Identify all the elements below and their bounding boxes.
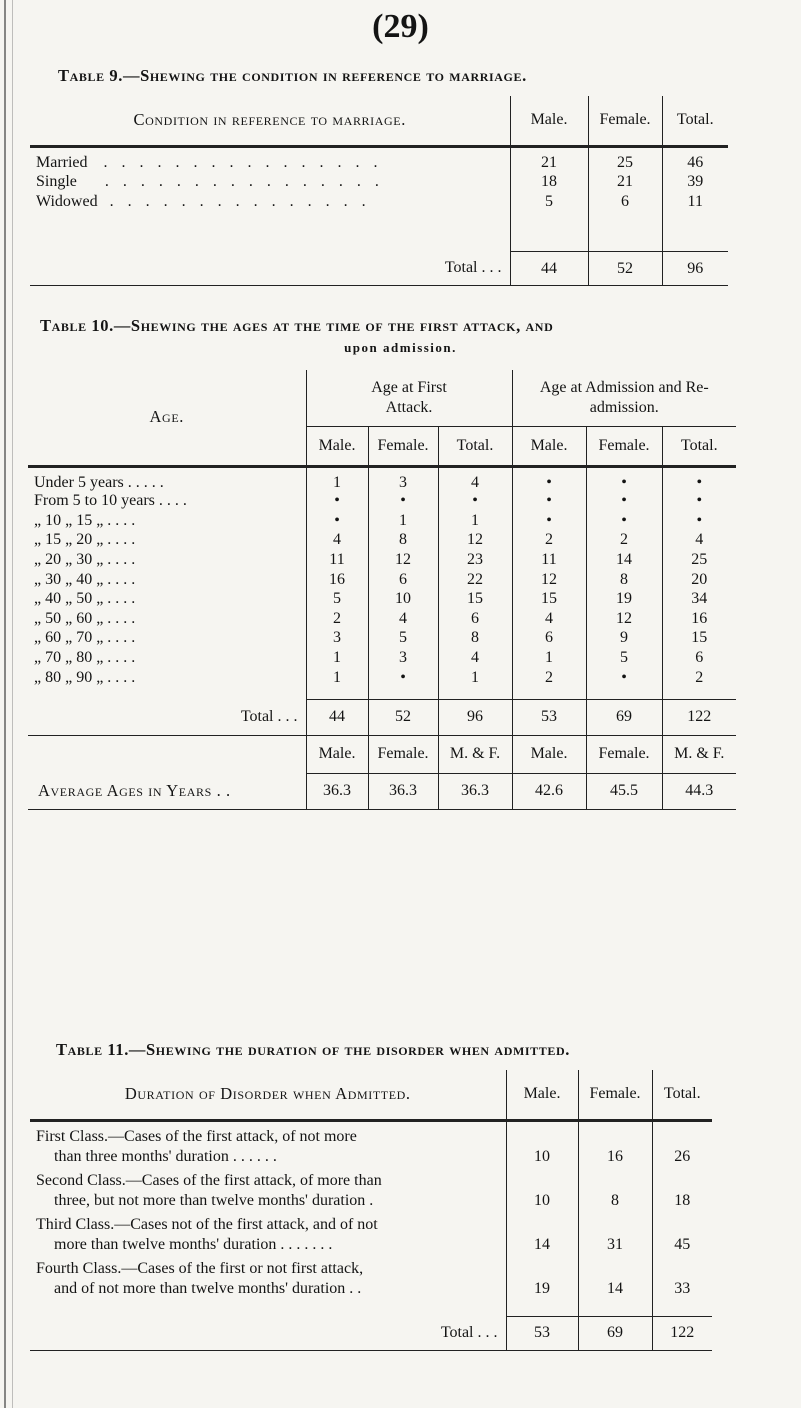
cell-value: •: [586, 492, 662, 512]
cell-value: 4: [368, 609, 438, 629]
cell-value: 53: [512, 699, 586, 735]
cell-value: 3: [368, 466, 438, 492]
cell-value: 1: [438, 668, 512, 688]
row-label: „ 70 „ 80 „ . . . .: [34, 649, 136, 667]
table10-header-first-attack: Age at First Attack.: [306, 370, 512, 426]
cell-value: 2: [512, 668, 586, 688]
table10-caption-line2: upon admission.: [344, 340, 457, 355]
cell-total: 122: [652, 1316, 712, 1350]
class-description-line1: Second Class.—Cases of the first attack, of more than: [36, 1172, 382, 1189]
table-row: [30, 146, 728, 172]
table-row: [28, 589, 736, 609]
cell-total: 46: [662, 146, 728, 172]
cell-female: 31: [578, 1234, 652, 1256]
table9: [30, 96, 728, 288]
leader-dots: . . . . . . . . . . . . . . . .: [103, 153, 383, 171]
cell-total: 18: [652, 1190, 712, 1212]
cell-value: 1: [438, 511, 512, 531]
table11-header-duration: Duration of Disorder when Admitted.: [30, 1070, 506, 1120]
table-row: [28, 492, 736, 512]
table-row: [28, 550, 736, 570]
cell-value: 11: [306, 550, 368, 570]
cell-value: 2: [662, 668, 736, 688]
cell-value: 8: [586, 570, 662, 590]
avg-sub-female: Female.: [368, 735, 438, 773]
cell-value: 36.3: [368, 773, 438, 809]
table10-sub-female: Female.: [368, 426, 438, 466]
cell-value: 10: [368, 589, 438, 609]
class-description-line2: and of not more than twelve months' duration . .: [54, 1280, 362, 1297]
cell-value: 3: [306, 629, 368, 649]
cell-value: 19: [586, 589, 662, 609]
cell-value: 4: [306, 531, 368, 551]
table9-total-row: [30, 252, 728, 286]
table-row: [28, 668, 736, 688]
cell-value: 4: [438, 648, 512, 668]
cell-female: 6: [588, 192, 662, 212]
cell-value: •: [512, 466, 586, 492]
cell-value: 8: [368, 531, 438, 551]
table-row: [30, 1234, 712, 1256]
cell-value: 25: [662, 550, 736, 570]
cell-value: •: [306, 511, 368, 531]
table10-sub-total-2: Total.: [662, 426, 736, 466]
row-label: „ 30 „ 40 „ . . . .: [34, 570, 136, 588]
cell-value: 6: [512, 629, 586, 649]
table-row: [28, 531, 736, 551]
table10-caption: Table 10.—Shewing the ages at the time of the first attack, and: [40, 316, 554, 335]
table11-header-male: Male.: [506, 1070, 578, 1120]
cell-male: 10: [506, 1146, 578, 1168]
row-label: „ 60 „ 70 „ . . . .: [34, 629, 136, 647]
cell-value: 12: [512, 570, 586, 590]
row-label: From 5 to 10 years . . . .: [34, 492, 187, 510]
table10-sub-male-2: Male.: [512, 426, 586, 466]
table10-average-row: [28, 773, 736, 809]
cell-female: 14: [578, 1278, 652, 1300]
cell-value: 15: [662, 629, 736, 649]
cell-value: 23: [438, 550, 512, 570]
binding-edge-line-inner: [12, 0, 13, 1408]
row-label: „ 40 „ 50 „ . . . .: [34, 590, 136, 608]
table10-total-row: [28, 699, 736, 735]
cell-female: 52: [588, 252, 662, 286]
cell-total: 26: [652, 1146, 712, 1168]
table9-header-condition: Condition in reference to marriage.: [30, 96, 510, 146]
table-row: [30, 1190, 712, 1212]
table10-sub-male: Male.: [306, 426, 368, 466]
cell-total: 45: [652, 1234, 712, 1256]
leader-dots: . . . . . . . . . . . . . . .: [109, 192, 371, 210]
cell-value: 2: [586, 531, 662, 551]
cell-value: 1: [306, 648, 368, 668]
cell-value: 44.3: [662, 773, 736, 809]
table11-header-total: Total.: [652, 1070, 712, 1120]
cell-value: 4: [512, 609, 586, 629]
cell-value: •: [512, 492, 586, 512]
cell-value: 1: [368, 511, 438, 531]
cell-value: 34: [662, 589, 736, 609]
cell-value: 1: [512, 648, 586, 668]
table-row: [28, 629, 736, 649]
cell-total: 39: [662, 172, 728, 192]
row-label: „ 20 „ 30 „ . . . .: [34, 551, 136, 569]
row-label: „ 10 „ 15 „ . . . .: [34, 511, 136, 529]
cell-value: •: [512, 511, 586, 531]
cell-value: 6: [368, 570, 438, 590]
cell-value: 52: [368, 699, 438, 735]
cell-value: 15: [438, 589, 512, 609]
cell-value: 6: [438, 609, 512, 629]
cell-value: 20: [662, 570, 736, 590]
cell-value: 36.3: [306, 773, 368, 809]
average-label: Average Ages in Years . .: [38, 781, 231, 801]
total-label: Total . . .: [440, 1323, 498, 1341]
row-label: Married: [36, 153, 88, 171]
avg-sub-male-2: Male.: [512, 735, 586, 773]
cell-value: 22: [438, 570, 512, 590]
cell-male: 19: [506, 1278, 578, 1300]
table11-header-female: Female.: [578, 1070, 652, 1120]
table-row: [28, 648, 736, 668]
table-row: [30, 1212, 712, 1234]
cell-value: •: [662, 511, 736, 531]
cell-total: 11: [662, 192, 728, 212]
table10-sub-female-2: Female.: [586, 426, 662, 466]
table-row: [30, 1146, 712, 1168]
cell-female: 8: [578, 1190, 652, 1212]
row-label: „ 15 „ 20 „ . . . .: [34, 531, 136, 549]
table-row: [28, 466, 736, 492]
cell-male: 10: [506, 1190, 578, 1212]
cell-value: 1: [306, 466, 368, 492]
table-row: [28, 609, 736, 629]
table-row: [30, 1256, 712, 1278]
cell-total: 33: [652, 1278, 712, 1300]
table9-caption: Table 9.—Shewing the condition in reference to marriage.: [58, 66, 527, 85]
cell-value: 12: [438, 531, 512, 551]
cell-value: 8: [438, 629, 512, 649]
avg-sub-female-2: Female.: [586, 735, 662, 773]
cell-value: 3: [368, 648, 438, 668]
class-description-line2: more than twelve months' duration . . . . . . .: [54, 1236, 333, 1253]
cell-value: 96: [438, 699, 512, 735]
cell-male: 53: [506, 1316, 578, 1350]
table9-header-total: Total.: [662, 96, 728, 146]
cell-total: 96: [662, 252, 728, 286]
cell-value: 1: [306, 668, 368, 688]
row-label: Under 5 years . . . . .: [34, 473, 164, 491]
cell-female: 69: [578, 1316, 652, 1350]
cell-value: 12: [586, 609, 662, 629]
cell-value: •: [586, 511, 662, 531]
cell-value: •: [368, 668, 438, 688]
cell-male: 21: [510, 146, 588, 172]
cell-value: 122: [662, 699, 736, 735]
row-label: Single: [36, 172, 77, 190]
table9-header-male: Male.: [510, 96, 588, 146]
row-label: „ 50 „ 60 „ . . . .: [34, 609, 136, 627]
class-description-line2: three, but not more than twelve months' duration .: [54, 1192, 374, 1209]
cell-value: 42.6: [512, 773, 586, 809]
cell-male: 44: [510, 252, 588, 286]
avg-sub-male: Male.: [306, 735, 368, 773]
cell-male: 14: [506, 1234, 578, 1256]
page-number: (29): [372, 8, 429, 45]
class-description-line1: First Class.—Cases of the first attack, of not more: [36, 1128, 357, 1145]
cell-value: •: [306, 492, 368, 512]
cell-value: •: [662, 492, 736, 512]
table11-total-row: [30, 1316, 712, 1350]
cell-male: 18: [510, 172, 588, 192]
total-label: Total . . .: [240, 708, 298, 726]
cell-value: 14: [586, 550, 662, 570]
cell-value: 4: [662, 531, 736, 551]
cell-value: 5: [368, 629, 438, 649]
row-label: Widowed: [36, 192, 98, 210]
cell-value: 12: [368, 550, 438, 570]
row-label: „ 80 „ 90 „ . . . .: [34, 668, 136, 686]
binding-edge-line: [4, 0, 6, 1408]
avg-sub-mf: M. & F.: [438, 735, 512, 773]
class-description-line1: Third Class.—Cases not of the first attack, and of not: [36, 1216, 378, 1233]
cell-value: 45.5: [586, 773, 662, 809]
table-row: [30, 1278, 712, 1300]
table-row: [30, 1120, 712, 1146]
table-row: [30, 1168, 712, 1190]
cell-male: 5: [510, 192, 588, 212]
cell-value: •: [368, 492, 438, 512]
table-row: [28, 511, 736, 531]
table10-header-age: Age.: [28, 370, 306, 466]
cell-value: 9: [586, 629, 662, 649]
cell-value: 2: [306, 609, 368, 629]
cell-value: 69: [586, 699, 662, 735]
cell-value: •: [438, 492, 512, 512]
cell-female: 21: [588, 172, 662, 192]
cell-value: 5: [586, 648, 662, 668]
table11: [30, 1070, 712, 1352]
table-row: [28, 570, 736, 590]
class-description-line2: than three months' duration . . . . . .: [54, 1148, 277, 1165]
table10-header-admission: Age at Admission and Re-admission.: [512, 370, 736, 426]
leader-dots: . . . . . . . . . . . . . . . .: [104, 172, 384, 190]
cell-value: 44: [306, 699, 368, 735]
cell-value: 5: [306, 589, 368, 609]
cell-value: 16: [306, 570, 368, 590]
table10-sub-total: Total.: [438, 426, 512, 466]
table11-caption: Table 11.—Shewing the duration of the disorder when admitted.: [56, 1040, 570, 1059]
avg-sub-mf-2: M. & F.: [662, 735, 736, 773]
cell-value: •: [662, 466, 736, 492]
table-row: [30, 172, 728, 192]
cell-value: 36.3: [438, 773, 512, 809]
cell-female: 16: [578, 1146, 652, 1168]
cell-value: •: [586, 466, 662, 492]
cell-value: 16: [662, 609, 736, 629]
table10: [28, 370, 736, 811]
class-description-line1: Fourth Class.—Cases of the first or not first attack,: [36, 1260, 364, 1277]
cell-female: 25: [588, 146, 662, 172]
cell-value: 2: [512, 531, 586, 551]
cell-value: 4: [438, 466, 512, 492]
table-row: [30, 192, 728, 212]
cell-value: 6: [662, 648, 736, 668]
table9-header-female: Female.: [588, 96, 662, 146]
cell-value: 11: [512, 550, 586, 570]
cell-value: •: [586, 668, 662, 688]
cell-value: 15: [512, 589, 586, 609]
total-label: Total . . .: [444, 259, 502, 277]
